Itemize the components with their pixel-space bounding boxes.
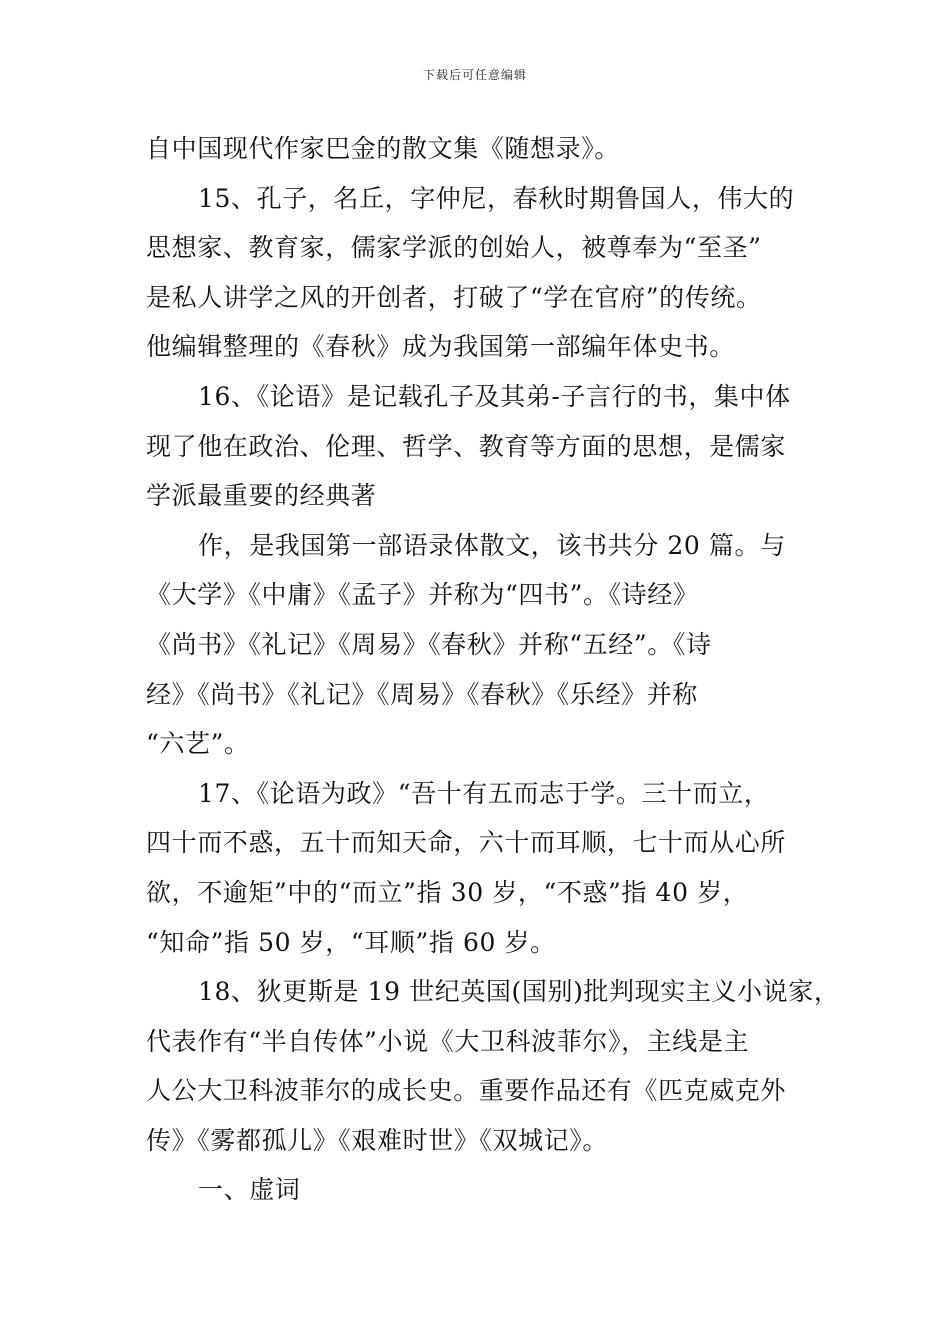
text-line: 四十而不惑，五十而知天命，六十而耳顺，七十而从心所	[146, 828, 787, 858]
text-line: 他编辑整理的《春秋》成为我国第一部编年体史书。	[146, 332, 735, 362]
paragraph-16-start: 16、《论语》是记载孔子及其弟-子言行的书，集中体	[198, 381, 791, 411]
paragraph-15-start: 15、孔子，名丘，字仲尼，春秋时期鲁国人，伟大的	[198, 183, 795, 213]
text-line: 传》《雾都孤儿》《艰难时世》《双城记》。	[146, 1125, 609, 1155]
text-line: 人公大卫科波菲尔的成长史。重要作品还有《匹克威克外	[146, 1076, 787, 1106]
text-line: 学派最重要的经典著	[146, 481, 377, 511]
paragraph-17-start: 17、《论语为政》“吾十有五而志于学。三十而立，	[198, 778, 770, 808]
text-line: 自中国现代作家巴金的散文集《随想录》。	[146, 134, 620, 163]
text-line: “六艺”。	[146, 729, 250, 759]
paragraph-18-start: 18、狄更斯是 19 世纪英国(国别)批判现实主义小说家，	[198, 977, 840, 1007]
text-line: 现了他在政治、伦理、哲学、教育等方面的思想，是儒家	[146, 431, 787, 461]
paragraph-continuation: 作，是我国第一部语录体散文，该书共分 20 篇。与	[198, 530, 786, 560]
text-line: 思想家、教育家，儒家学派的创始人，被尊奉为“至圣”	[146, 233, 762, 263]
section-heading: 一、虚词	[198, 1175, 301, 1205]
text-line: 经》《尚书》《礼记》《周易》《春秋》《乐经》并称	[146, 679, 698, 709]
body-text	[146, 124, 840, 1215]
text-line: 《大学》《中庸》《孟子》并称为“四书”。《诗经》	[146, 580, 699, 610]
text-line: 欲，不逾矩”中的“而立”指 30 岁，“不惑”指 40 岁，	[146, 877, 749, 907]
text-line: “知命”指 50 岁，“耳顺”指 60 岁。	[146, 927, 556, 957]
text-line: 《尚书》《礼记》《周易》《春秋》并称“五经”。《诗	[146, 629, 712, 659]
page-header: 下载后可任意编辑	[422, 68, 527, 82]
text-line: 代表作有“半自传体”小说《大卫科波菲尔》，主线是主	[146, 1026, 750, 1056]
text-line: 是私人讲学之风的开创者，打破了“学在官府”的传统。	[146, 282, 762, 312]
